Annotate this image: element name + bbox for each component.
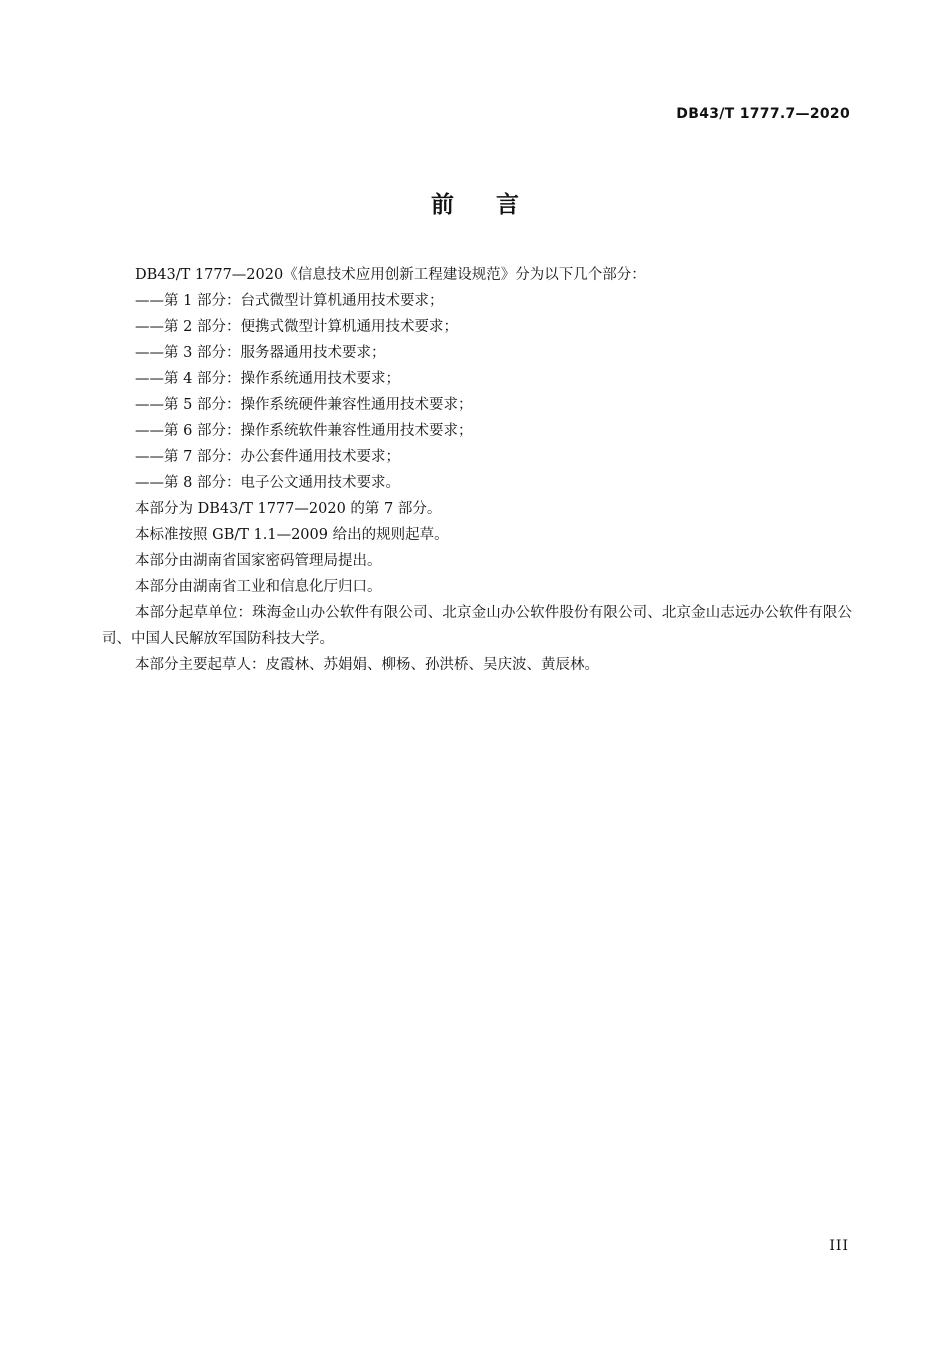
page-title: 前言	[431, 192, 561, 218]
document-code: DB43/T 1777.7—2020	[676, 106, 850, 122]
list-item: ——第 8 部分：电子公文通用技术要求。	[135, 475, 400, 491]
list-item: ——第 7 部分：办公套件通用技术要求；	[135, 449, 400, 465]
foreword-body	[102, 262, 852, 678]
list-item: ——第 3 部分：服务器通用技术要求；	[135, 345, 386, 361]
main-drafters: 本部分主要起草人：皮霞林、苏娟娟、柳杨、孙洪桥、吴庆波、黄辰林。	[135, 657, 599, 673]
proposer: 本部分由湖南省国家密码管理局提出。	[135, 553, 382, 569]
drafting-rules: 本标准按照 GB/T 1.1—2009 给出的规则起草。	[135, 527, 449, 543]
list-item: ——第 2 部分：便携式微型计算机通用技术要求；	[135, 319, 458, 335]
intro-paragraph: DB43/T 1777—2020《信息技术应用创新工程建设规范》分为以下几个部分：	[135, 267, 646, 283]
list-item: ——第 4 部分：操作系统通用技术要求；	[135, 371, 400, 387]
list-item: ——第 1 部分：台式微型计算机通用技术要求；	[135, 293, 444, 309]
page-number: III	[829, 1238, 849, 1254]
parts-list	[102, 288, 852, 496]
list-item: ——第 5 部分：操作系统硬件兼容性通用技术要求；	[135, 397, 473, 413]
drafting-units: 本部分起草单位：珠海金山办公软件有限公司、北京金山办公软件股份有限公司、北京金山志远办公软件有限公司、中国人民解放军国防科技大学。	[102, 605, 852, 647]
part-statement: 本部分为 DB43/T 1777—2020 的第 7 部分。	[135, 501, 442, 517]
list-item: ——第 6 部分：操作系统软件兼容性通用技术要求；	[135, 423, 473, 439]
centralized-management: 本部分由湖南省工业和信息化厅归口。	[135, 579, 382, 595]
